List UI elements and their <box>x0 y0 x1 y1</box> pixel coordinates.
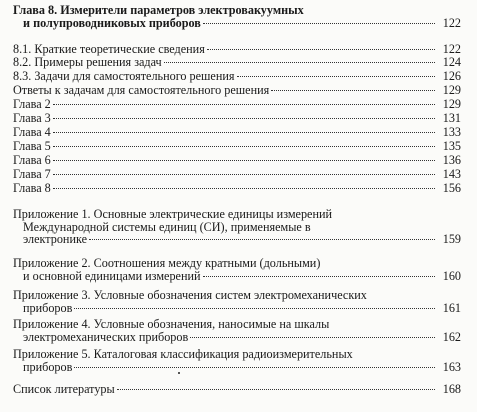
chapter-heading-line-1: Глава 8. Измерители параметров электровакуумных <box>13 3 304 17</box>
section-title: 8.3. Задачи для самостоятельного решения <box>13 69 235 83</box>
dot-leader <box>53 118 435 119</box>
answers-title: Ответы к задачам для самостоятельного решения <box>13 83 270 97</box>
appendix-title-line: электромеханических приборов <box>23 329 189 344</box>
page-number: 129 <box>442 97 461 111</box>
toc-entry-chapter <box>13 98 461 111</box>
appendix-title-line: приборов <box>23 359 73 374</box>
toc-entry-chapter <box>13 126 461 139</box>
toc-entry-appendix <box>13 289 461 314</box>
page-number: 136 <box>442 153 461 167</box>
toc-entry-bibliography <box>13 383 461 396</box>
dot-leader <box>237 76 436 77</box>
dot-leader <box>74 367 435 368</box>
toc-entry-chapter <box>13 112 461 125</box>
page-number: 168 <box>442 382 461 396</box>
dot-leader <box>53 188 435 189</box>
chapter-heading-line-2: и полупроводниковых приборов <box>23 15 201 30</box>
page-number: 131 <box>442 111 461 125</box>
appendix-title-line: Международной системы единиц (СИ), применяемые в <box>23 219 311 234</box>
toc-entry-section <box>13 56 461 69</box>
toc-entry-chapter <box>13 154 461 167</box>
page-number: 129 <box>442 83 461 97</box>
dot-leader <box>89 239 435 240</box>
toc-entry-chapter <box>13 168 461 181</box>
toc-entry-chapter-8-heading <box>13 4 461 29</box>
chapter-title: Глава 2 <box>13 97 51 111</box>
chapter-title: Глава 3 <box>13 111 51 125</box>
dot-leader <box>53 132 435 133</box>
toc-entry-section <box>13 70 461 83</box>
print-speck <box>178 372 180 374</box>
appendix-title-line: Приложение 5. Каталоговая классификация радиоизмерительных <box>13 347 353 361</box>
page-number: 162 <box>442 329 461 344</box>
bibliography-title: Список литературы <box>13 382 115 396</box>
page-number: 156 <box>442 181 461 195</box>
toc-entry-answers <box>13 84 461 97</box>
toc-entry-appendix <box>13 348 461 373</box>
appendix-title-line: Приложение 2. Соотношения между кратными (дольными) <box>13 256 321 270</box>
section-title: 8.1. Краткие теоретические сведения <box>13 42 205 56</box>
toc-entry-section <box>13 43 461 56</box>
toc-entry-appendix <box>13 208 461 246</box>
appendix-title-line: приборов <box>23 300 73 315</box>
appendix-title-line: и основной единицами измерений <box>23 268 201 283</box>
page-number: 163 <box>442 359 461 374</box>
page-number: 126 <box>442 69 461 83</box>
dot-leader <box>190 337 435 338</box>
dot-leader <box>271 90 435 91</box>
dot-leader <box>164 62 435 63</box>
toc-entry-appendix <box>13 257 461 282</box>
dot-leader <box>203 276 435 277</box>
page-number: 122 <box>442 15 461 30</box>
dot-leader <box>203 23 435 24</box>
chapter-title: Глава 4 <box>13 125 51 139</box>
chapter-title: Глава 7 <box>13 167 51 181</box>
toc-entry-chapter <box>13 182 461 195</box>
page-number: 135 <box>442 139 461 153</box>
toc-entry-chapter <box>13 140 461 153</box>
page-number: 124 <box>442 55 461 69</box>
section-title: 8.2. Примеры решения задач <box>13 55 162 69</box>
appendix-title-line: Приложение 3. Условные обозначения систем электромеханических <box>13 288 367 302</box>
appendix-title-line: Приложение 4. Условные обозначения, наносимые на шкалы <box>13 317 330 331</box>
page-number: 159 <box>442 232 461 247</box>
page-number: 161 <box>442 300 461 315</box>
appendix-title-line: Приложение 1. Основные электрические единицы измерений <box>13 207 333 221</box>
appendix-title-line: электронике <box>23 232 87 247</box>
dot-leader <box>117 389 435 390</box>
chapter-title: Глава 8 <box>13 181 51 195</box>
page-number: 160 <box>442 268 461 283</box>
dot-leader <box>207 49 435 50</box>
dot-leader <box>53 104 435 105</box>
chapter-title: Глава 5 <box>13 139 51 153</box>
page-number: 133 <box>442 125 461 139</box>
toc-entry-appendix <box>13 318 461 343</box>
dot-leader <box>53 160 435 161</box>
dot-leader <box>53 146 435 147</box>
dot-leader <box>53 174 435 175</box>
dot-leader <box>74 308 435 309</box>
page-number: 122 <box>442 42 461 56</box>
page-number: 143 <box>442 167 461 181</box>
chapter-title: Глава 6 <box>13 153 51 167</box>
